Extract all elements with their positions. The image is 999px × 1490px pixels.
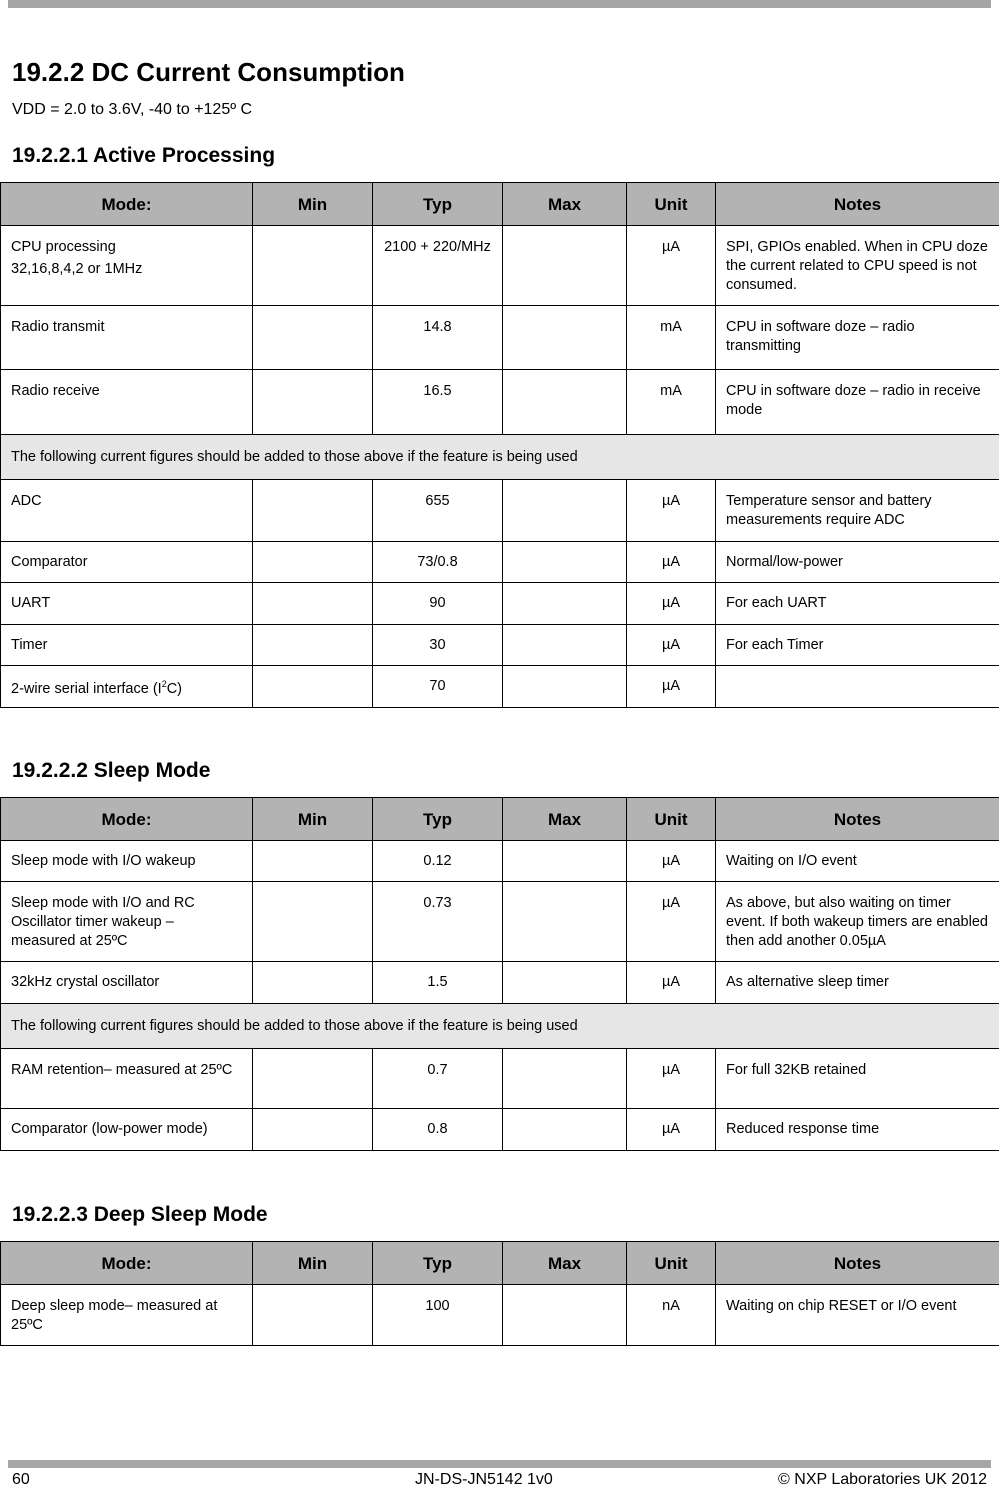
header-unit: Unit — [627, 798, 716, 841]
min-cell — [253, 226, 373, 306]
feature-note: The following current figures should be added to those above if the feature is being used — [1, 1004, 999, 1049]
header-typ: Typ — [373, 798, 503, 841]
unit-cell: mA — [627, 370, 716, 435]
max-cell — [503, 583, 627, 625]
notes-cell — [716, 666, 999, 708]
typ-cell: 2100 + 220/MHz — [373, 226, 503, 306]
table-row — [1, 370, 999, 435]
page-number: 60 — [12, 1470, 30, 1490]
header-min: Min — [253, 798, 373, 841]
mode-cell: Radio receive — [1, 370, 253, 435]
unit-cell: µA — [627, 625, 716, 666]
table-row — [1, 583, 999, 625]
header-max: Max — [503, 1242, 627, 1285]
feature-note-row — [1, 435, 999, 480]
min-cell — [253, 666, 373, 708]
deep-sleep-mode-table — [0, 1241, 999, 1346]
min-cell — [253, 625, 373, 666]
unit-cell: nA — [627, 1285, 716, 1346]
mode-cell: RAM retention– measured at 25ºC — [1, 1049, 253, 1109]
min-cell — [253, 306, 373, 370]
table-row — [1, 1109, 999, 1151]
header-typ: Typ — [373, 183, 503, 226]
document-id: JN-DS-JN5142 1v0 — [415, 1470, 553, 1490]
unit-cell: µA — [627, 882, 716, 962]
active-processing-title: 19.2.2.1 Active Processing — [12, 143, 275, 169]
table-row — [1, 226, 999, 306]
table-row — [1, 1285, 999, 1346]
max-cell — [503, 1049, 627, 1109]
header-notes: Notes — [716, 798, 999, 841]
notes-cell: For each Timer — [716, 625, 999, 666]
min-cell — [253, 542, 373, 583]
table-row — [1, 666, 999, 708]
min-cell — [253, 1285, 373, 1346]
max-cell — [503, 370, 627, 435]
mode-cell: Comparator (low-power mode) — [1, 1109, 253, 1151]
max-cell — [503, 1285, 627, 1346]
mode-cell: ADC — [1, 480, 253, 542]
notes-cell: CPU in software doze – radio transmitting — [716, 306, 999, 370]
typ-cell: 14.8 — [373, 306, 503, 370]
typ-cell: 73/0.8 — [373, 542, 503, 583]
table-row — [1, 1049, 999, 1109]
mode-cell: 32kHz crystal oscillator — [1, 962, 253, 1004]
min-cell — [253, 480, 373, 542]
table-row — [1, 625, 999, 666]
max-cell — [503, 542, 627, 583]
notes-cell: For full 32KB retained — [716, 1049, 999, 1109]
notes-cell: Waiting on I/O event — [716, 841, 999, 882]
max-cell — [503, 882, 627, 962]
unit-cell: µA — [627, 226, 716, 306]
notes-cell: Temperature sensor and battery measurements require ADC — [716, 480, 999, 542]
header-mode: Mode: — [1, 183, 253, 226]
header-unit: Unit — [627, 1242, 716, 1285]
unit-cell: µA — [627, 542, 716, 583]
header-typ: Typ — [373, 1242, 503, 1285]
min-cell — [253, 962, 373, 1004]
table-header-row — [1, 798, 999, 841]
min-cell — [253, 1049, 373, 1109]
typ-cell: 16.5 — [373, 370, 503, 435]
header-mode: Mode: — [1, 798, 253, 841]
table-row — [1, 480, 999, 542]
notes-cell: As alternative sleep timer — [716, 962, 999, 1004]
feature-note: The following current figures should be added to those above if the feature is being used — [1, 435, 999, 480]
unit-cell: µA — [627, 1109, 716, 1151]
unit-cell: µA — [627, 583, 716, 625]
header-rule — [8, 0, 991, 8]
table-row — [1, 962, 999, 1004]
unit-cell: µA — [627, 962, 716, 1004]
mode-cell: CPU processing 32,16,8,4,2 or 1MHz — [1, 226, 253, 306]
typ-cell: 0.7 — [373, 1049, 503, 1109]
max-cell — [503, 226, 627, 306]
active-processing-table — [0, 182, 999, 708]
notes-cell: CPU in software doze – radio in receive mode — [716, 370, 999, 435]
typ-cell: 100 — [373, 1285, 503, 1346]
notes-cell: SPI, GPIOs enabled. When in CPU doze the current related to CPU speed is not consumed. — [716, 226, 999, 306]
notes-cell: Waiting on chip RESET or I/O event — [716, 1285, 999, 1346]
table-header-row — [1, 1242, 999, 1285]
max-cell — [503, 625, 627, 666]
table-row — [1, 542, 999, 583]
min-cell — [253, 583, 373, 625]
unit-cell: µA — [627, 841, 716, 882]
table-header-row — [1, 183, 999, 226]
table-row — [1, 306, 999, 370]
max-cell — [503, 962, 627, 1004]
unit-cell: µA — [627, 480, 716, 542]
header-min: Min — [253, 1242, 373, 1285]
notes-cell: Normal/low-power — [716, 542, 999, 583]
copyright-notice: © NXP Laboratories UK 2012 — [778, 1470, 987, 1490]
header-min: Min — [253, 183, 373, 226]
max-cell — [503, 1109, 627, 1151]
max-cell — [503, 841, 627, 882]
supply-conditions: VDD = 2.0 to 3.6V, -40 to +125º C — [12, 100, 252, 120]
sleep-mode-table — [0, 797, 999, 1151]
notes-cell: As above, but also waiting on timer event. If both wakeup timers are enabled then add another 0.05µA — [716, 882, 999, 962]
unit-cell: µA — [627, 666, 716, 708]
mode-cell: Deep sleep mode– measured at 25ºC — [1, 1285, 253, 1346]
mode-cell: Timer — [1, 625, 253, 666]
typ-cell: 0.12 — [373, 841, 503, 882]
max-cell — [503, 480, 627, 542]
typ-cell: 0.73 — [373, 882, 503, 962]
unit-cell: µA — [627, 1049, 716, 1109]
header-unit: Unit — [627, 183, 716, 226]
notes-cell: Reduced response time — [716, 1109, 999, 1151]
deep-sleep-mode-title: 19.2.2.3 Deep Sleep Mode — [12, 1202, 268, 1228]
min-cell — [253, 841, 373, 882]
sleep-mode-title: 19.2.2.2 Sleep Mode — [12, 758, 210, 784]
header-max: Max — [503, 798, 627, 841]
mode-cell: UART — [1, 583, 253, 625]
min-cell — [253, 370, 373, 435]
max-cell — [503, 666, 627, 708]
typ-cell: 1.5 — [373, 962, 503, 1004]
unit-cell: mA — [627, 306, 716, 370]
footer-rule — [8, 1460, 991, 1468]
min-cell — [253, 882, 373, 962]
typ-cell: 655 — [373, 480, 503, 542]
header-notes: Notes — [716, 183, 999, 226]
section-title: 19.2.2 DC Current Consumption — [12, 56, 405, 88]
table-row — [1, 841, 999, 882]
typ-cell: 30 — [373, 625, 503, 666]
header-mode: Mode: — [1, 1242, 253, 1285]
header-notes: Notes — [716, 1242, 999, 1285]
mode-cell: Sleep mode with I/O wakeup — [1, 841, 253, 882]
notes-cell: For each UART — [716, 583, 999, 625]
typ-cell: 70 — [373, 666, 503, 708]
typ-cell: 90 — [373, 583, 503, 625]
header-max: Max — [503, 183, 627, 226]
mode-cell: Sleep mode with I/O and RC Oscillator timer wakeup – measured at 25ºC — [1, 882, 253, 962]
typ-cell: 0.8 — [373, 1109, 503, 1151]
mode-cell: Comparator — [1, 542, 253, 583]
min-cell — [253, 1109, 373, 1151]
feature-note-row — [1, 1004, 999, 1049]
mode-cell: 2-wire serial interface $(I^2C)$ — [1, 666, 253, 708]
table-row — [1, 882, 999, 962]
mode-cell: Radio transmit — [1, 306, 253, 370]
max-cell — [503, 306, 627, 370]
